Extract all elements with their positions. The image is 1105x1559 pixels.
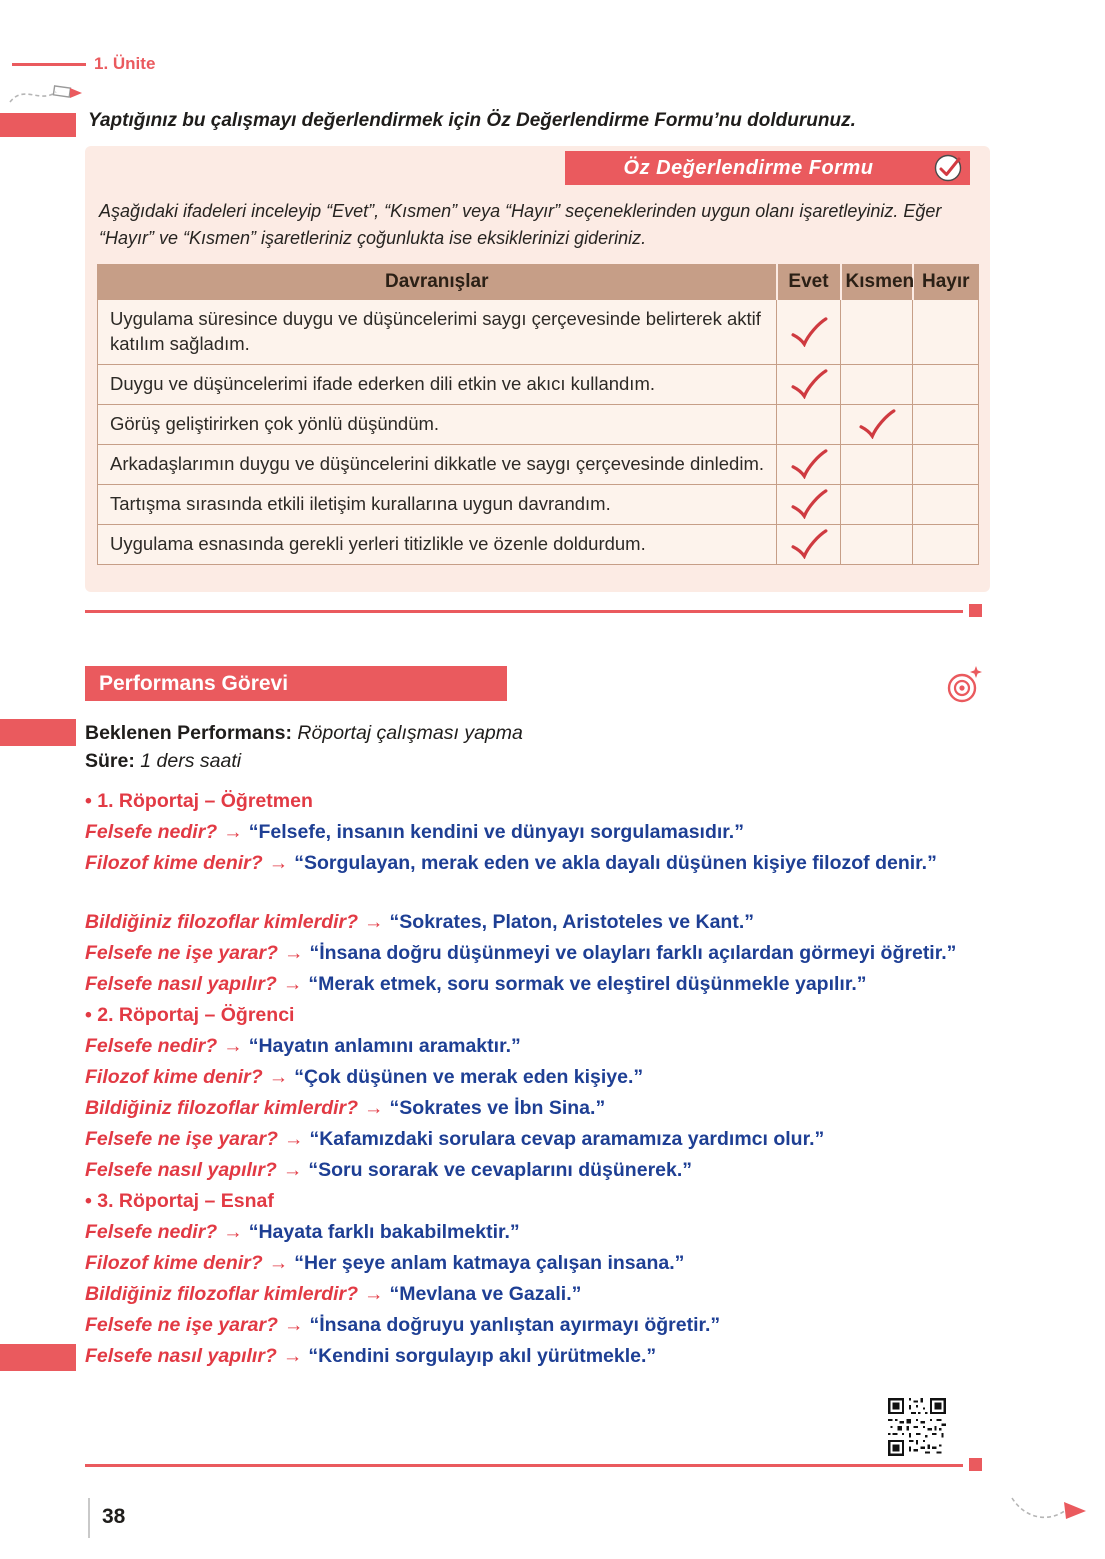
- qa-line: [85, 1062, 997, 1093]
- hayir-cell: [913, 300, 979, 365]
- evet-cell: [777, 444, 841, 484]
- arrow-icon: →: [223, 1221, 243, 1243]
- qa-line: [85, 1124, 997, 1155]
- hayir-cell: [913, 364, 979, 404]
- intro-sentence: Yaptığınız bu çalışmayı değerlendirmek için Öz Değerlendirme Formu’nu doldurunuz.: [88, 110, 856, 131]
- header-kismen: Kısmen: [841, 265, 913, 300]
- qa-line: [85, 1279, 997, 1310]
- footer-divider: [85, 1464, 963, 1467]
- table-header-row: [98, 265, 979, 300]
- qa-line: [85, 1217, 997, 1248]
- kismen-cell: [841, 300, 913, 365]
- performance-task-title: Performans Görevi: [99, 671, 289, 695]
- hayir-cell: [913, 524, 979, 564]
- table-row: [98, 300, 979, 365]
- behavior-cell: Uygulama süresince duygu ve düşüncelerimi saygı çerçevesinde belirterek aktif katılım sağladım.: [98, 300, 777, 365]
- expected-performance-value: Röportaj çalışması yapma: [297, 722, 523, 744]
- answer: “Soru sorarak ve cevaplarını düşünerek.”: [308, 1159, 693, 1181]
- question: Felsefe ne işe yarar?: [85, 1314, 278, 1336]
- hayir-cell: [913, 404, 979, 444]
- table-row: [98, 404, 979, 444]
- duration-label: Süre:: [85, 750, 135, 772]
- behavior-cell: Görüş geliştirirken çok yönlü düşündüm.: [98, 404, 777, 444]
- arrow-icon: →: [283, 1128, 304, 1150]
- divider-endcap: [969, 1458, 982, 1471]
- hayir-cell: [913, 444, 979, 484]
- arrow-icon: →: [223, 821, 243, 843]
- unit-label: 1. Ünite: [94, 54, 156, 73]
- evet-cell: [777, 300, 841, 365]
- table-row: [98, 524, 979, 564]
- arrow-icon: →: [364, 1097, 384, 1119]
- arrow-doodle-icon: [1008, 1486, 1094, 1532]
- kismen-cell: [841, 484, 913, 524]
- pencil-doodle-icon: [8, 74, 88, 112]
- answer: “Hayata farklı bakabilmektir.”: [248, 1221, 520, 1243]
- page-number-rule: [88, 1498, 90, 1538]
- interview-heading: • 1. Röportaj – Öğretmen: [85, 790, 313, 812]
- self-evaluation-card: [85, 146, 990, 592]
- margin-red-bar: [0, 113, 76, 137]
- interview-heading: • 3. Röportaj – Esnaf: [85, 1190, 274, 1212]
- qa-line: [85, 1031, 997, 1062]
- arrow-icon: →: [283, 942, 304, 964]
- answer: “Merak etmek, soru sormak ve eleştirel düşünmekle yapılır.”: [308, 973, 867, 995]
- divider-endcap: [969, 604, 982, 617]
- self-evaluation-table: [97, 264, 979, 565]
- answer: “Sokrates, Platon, Aristoteles ve Kant.”: [389, 911, 755, 933]
- answer: “Sorgulayan, merak eden ve akla dayalı düşünen kişiye filozof denir.”: [294, 852, 937, 874]
- question: Felsefe nasıl yapılır?: [85, 1345, 277, 1367]
- header-hayir: Hayır: [913, 265, 979, 300]
- answer: “İnsana doğruyu yanlıştan ayırmayı öğretir.”: [309, 1314, 721, 1336]
- kismen-cell: [841, 444, 913, 484]
- qa-line: [85, 1093, 997, 1124]
- table-row: [98, 444, 979, 484]
- expected-performance-label: Beklenen Performans:: [85, 722, 292, 744]
- arrow-icon: →: [282, 1345, 303, 1367]
- duration-line: [85, 750, 241, 773]
- question: Bildiğiniz filozoflar kimlerdir?: [85, 1283, 359, 1305]
- answer: “Her şeye anlam katmaya çalışan insana.”: [294, 1252, 685, 1274]
- question: Filozof kime denir?: [85, 852, 263, 874]
- check-circle-icon: [932, 152, 964, 184]
- answer: “Sokrates ve İbn Sina.”: [389, 1097, 606, 1119]
- qr-code: [888, 1398, 946, 1456]
- duration-value: 1 ders saati: [140, 750, 242, 772]
- question: Bildiğiniz filozoflar kimlerdir?: [85, 911, 359, 933]
- checkmark-icon: [789, 317, 829, 347]
- performance-task-banner: [85, 666, 507, 701]
- arrow-icon: →: [364, 911, 384, 933]
- form-title: Öz Değerlendirme Formu: [623, 156, 874, 179]
- header-evet: Evet: [777, 265, 841, 300]
- question: Felsefe nasıl yapılır?: [85, 1159, 277, 1181]
- kismen-cell: [841, 524, 913, 564]
- checkmark-icon: [789, 369, 829, 399]
- qa-line: [85, 848, 997, 879]
- qa-line: [85, 938, 997, 969]
- evet-cell: [777, 524, 841, 564]
- qa-line: [85, 1310, 997, 1341]
- qa-line: [85, 817, 997, 848]
- answer: “Felsefe, insanın kendini ve dünyayı sorgulamasıdır.”: [248, 821, 744, 843]
- arrow-icon: →: [268, 1066, 289, 1088]
- evet-cell: [777, 404, 841, 444]
- question: Felsefe nedir?: [85, 1221, 218, 1243]
- answer: “Hayatın anlamını aramaktır.”: [248, 1035, 521, 1057]
- qa-line: [85, 1155, 997, 1186]
- margin-red-bar: [0, 719, 76, 746]
- question: Felsefe nedir?: [85, 821, 218, 843]
- form-title-banner: [565, 151, 970, 185]
- answer: “Mevlana ve Gazali.”: [389, 1283, 582, 1305]
- question: Felsefe ne işe yarar?: [85, 942, 278, 964]
- arrow-icon: →: [223, 1035, 243, 1057]
- kismen-cell: [841, 364, 913, 404]
- checkmark-icon: [857, 409, 897, 439]
- evet-cell: [777, 484, 841, 524]
- section-divider: [85, 610, 963, 613]
- behavior-cell: Tartışma sırasında etkili iletişim kurallarına uygun davrandım.: [98, 484, 777, 524]
- arrow-icon: →: [364, 1283, 384, 1305]
- checkmark-icon: [789, 489, 829, 519]
- answer: “İnsana doğru düşünmeyi ve olayları farklı açılardan görmeyi öğretir.”: [309, 942, 957, 964]
- interview-heading: • 2. Röportaj – Öğrenci: [85, 1004, 295, 1026]
- question: Bildiğiniz filozoflar kimlerdir?: [85, 1097, 359, 1119]
- header-davranislar: Davranışlar: [98, 265, 777, 300]
- question: Filozof kime denir?: [85, 1252, 263, 1274]
- form-instructions: Aşağıdaki ifadeleri inceleyip “Evet”, “Kısmen” veya “Hayır” seçeneklerinden uygun olanı işaretleyiniz. Eğer “Hayır” ve “Kısmen” işaretleriniz çoğunlukta ise eksiklerinizi gideriniz.: [99, 201, 942, 248]
- question: Felsefe ne işe yarar?: [85, 1128, 278, 1150]
- answer: “Kendini sorgulayıp akıl yürütmekle.”: [308, 1345, 657, 1367]
- answer: “Çok düşünen ve merak eden kişiye.”: [294, 1066, 644, 1088]
- table-row: [98, 364, 979, 404]
- question: Felsefe nedir?: [85, 1035, 218, 1057]
- qa-line: [85, 969, 997, 1000]
- qa-line: [85, 907, 997, 938]
- expected-performance-line: [85, 722, 523, 745]
- question: Filozof kime denir?: [85, 1066, 263, 1088]
- arrow-icon: →: [283, 1314, 304, 1336]
- arrow-icon: →: [282, 973, 303, 995]
- target-icon: [942, 664, 984, 706]
- arrow-icon: →: [268, 1252, 289, 1274]
- evet-cell: [777, 364, 841, 404]
- qa-line: [85, 1341, 997, 1372]
- hayir-cell: [913, 484, 979, 524]
- unit-rule: [12, 63, 86, 66]
- arrow-icon: →: [282, 1159, 303, 1181]
- table-row: [98, 484, 979, 524]
- answer: “Kafamızdaki sorulara cevap aramamıza yardımcı olur.”: [309, 1128, 825, 1150]
- behavior-cell: Arkadaşlarımın duygu ve düşüncelerini dikkatle ve saygı çerçevesinde dinledim.: [98, 444, 777, 484]
- arrow-icon: →: [268, 852, 289, 874]
- kismen-cell: [841, 404, 913, 444]
- qa-line: [85, 1248, 997, 1279]
- page-number: 38: [102, 1505, 126, 1528]
- interview-transcripts: [85, 786, 997, 1372]
- behavior-cell: Uygulama esnasında gerekli yerleri titizlikle ve özenle doldurdum.: [98, 524, 777, 564]
- checkmark-icon: [789, 529, 829, 559]
- checkmark-icon: [789, 449, 829, 479]
- margin-red-bar: [0, 1344, 76, 1371]
- question: Felsefe nasıl yapılır?: [85, 973, 277, 995]
- behavior-cell: Duygu ve düşüncelerimi ifade ederken dili etkin ve akıcı kullandım.: [98, 364, 777, 404]
